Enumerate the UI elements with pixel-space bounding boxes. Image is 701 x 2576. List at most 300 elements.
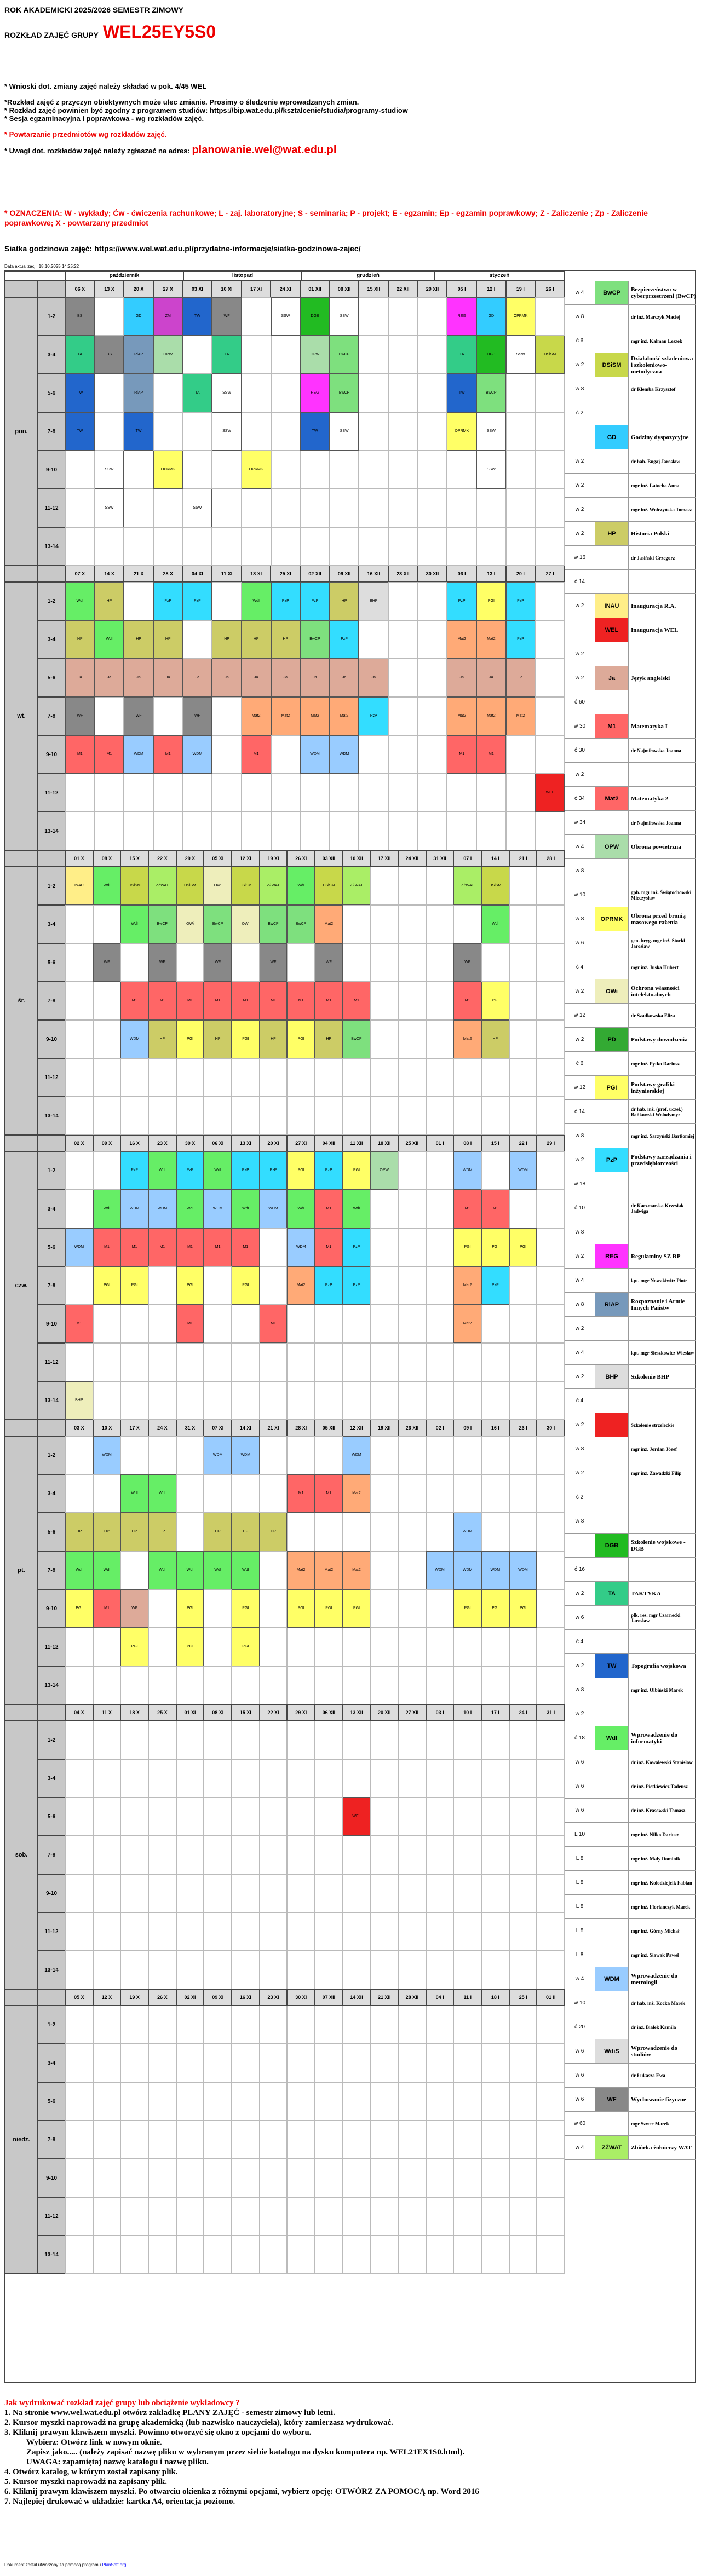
class-slot[interactable]: Mat2 — [287, 1551, 315, 1589]
class-slot[interactable]: Ja — [212, 659, 242, 697]
class-slot[interactable]: Ja — [476, 659, 506, 697]
class-slot[interactable]: WDM — [300, 735, 330, 774]
class-slot[interactable]: SSW — [476, 412, 506, 451]
class-slot[interactable]: PGI — [509, 1228, 537, 1266]
empty-slot — [93, 1721, 121, 1759]
class-slot[interactable]: DSiSM — [481, 867, 509, 905]
class-slot[interactable]: HP — [65, 1513, 93, 1551]
class-slot[interactable]: PzP — [506, 582, 536, 620]
class-slot[interactable]: WDM — [330, 735, 359, 774]
class-slot[interactable]: M1 — [476, 735, 506, 774]
class-slot[interactable]: DSiSM — [120, 867, 148, 905]
class-slot[interactable]: HP — [204, 1513, 232, 1551]
class-slot[interactable]: PzP — [232, 1151, 260, 1190]
class-slot[interactable]: WDM — [93, 1436, 121, 1474]
class-slot[interactable]: M1 — [447, 735, 476, 774]
class-slot[interactable]: Mat2 — [476, 620, 506, 659]
date-header: 29 XII — [418, 281, 447, 297]
class-slot[interactable]: BwCP — [343, 1020, 371, 1058]
class-slot[interactable]: WDM — [120, 1020, 148, 1058]
date-header: 06 XI — [204, 1135, 232, 1151]
class-slot[interactable]: HP — [65, 620, 95, 659]
class-slot[interactable]: REG — [300, 374, 330, 412]
class-slot[interactable]: SSW — [212, 412, 242, 451]
class-slot[interactable]: PGI — [232, 1020, 260, 1058]
class-slot[interactable]: M1 — [315, 1228, 343, 1266]
empty-slot — [260, 1343, 288, 1381]
class-slot[interactable]: INAU — [65, 867, 93, 905]
class-slot[interactable]: WDM — [232, 1436, 260, 1474]
class-slot[interactable]: DGB — [300, 297, 330, 336]
generator-link[interactable]: PlanSoft.org — [102, 2562, 127, 2567]
class-slot[interactable]: PGI — [287, 1151, 315, 1190]
class-slot[interactable]: WdI — [95, 620, 124, 659]
date-header: 08 X — [93, 850, 121, 867]
class-slot[interactable]: HP — [330, 582, 359, 620]
class-slot[interactable]: HP — [242, 620, 271, 659]
class-slot[interactable]: WF — [260, 943, 288, 982]
class-slot[interactable]: Mat2 — [315, 1551, 343, 1589]
class-slot[interactable]: Ja — [124, 659, 153, 697]
class-slot[interactable]: WDM — [183, 735, 212, 774]
class-slot[interactable]: DSiSM — [176, 867, 204, 905]
class-slot[interactable]: M1 — [453, 982, 481, 1020]
class-slot[interactable]: PzP — [300, 582, 330, 620]
empty-slot — [315, 1721, 343, 1759]
empty-slot — [537, 2159, 565, 2197]
empty-slot — [370, 2006, 398, 2044]
class-slot[interactable]: Ja — [447, 659, 476, 697]
class-slot[interactable]: Mat2 — [447, 697, 476, 735]
class-slot[interactable]: TA — [212, 336, 242, 374]
class-slot[interactable]: PzP — [330, 620, 359, 659]
empty-slot — [315, 1436, 343, 1474]
empty-slot — [65, 489, 95, 527]
subject-hours — [565, 618, 595, 642]
class-slot[interactable]: PzP — [176, 1151, 204, 1190]
class-slot[interactable]: M1 — [232, 1228, 260, 1266]
class-slot[interactable]: DSiSM — [232, 867, 260, 905]
class-slot[interactable]: HP — [95, 582, 124, 620]
class-slot[interactable]: M1 — [148, 1228, 176, 1266]
class-slot[interactable]: OWi — [204, 867, 232, 905]
class-slot[interactable]: WF — [120, 1589, 148, 1628]
class-slot[interactable]: HP — [271, 620, 301, 659]
class-slot[interactable]: TA — [65, 336, 95, 374]
class-slot[interactable]: WDM — [287, 1228, 315, 1266]
class-slot[interactable]: BHP — [359, 582, 388, 620]
class-slot[interactable]: WdI — [120, 905, 148, 943]
class-slot[interactable]: PzP — [343, 1228, 371, 1266]
class-slot[interactable]: M1 — [343, 982, 371, 1020]
class-slot[interactable]: Mat2 — [343, 1474, 371, 1513]
class-slot[interactable]: Ja — [65, 659, 95, 697]
class-slot[interactable]: WdI — [176, 1190, 204, 1228]
class-slot[interactable]: WDM — [426, 1551, 454, 1589]
class-slot[interactable]: OPRMK — [506, 297, 536, 336]
class-slot[interactable]: HP — [212, 620, 242, 659]
empty-slot — [120, 1058, 148, 1097]
empty-slot — [260, 1912, 288, 1951]
class-slot[interactable]: PGI — [65, 1589, 93, 1628]
class-slot[interactable]: Ja — [183, 659, 212, 697]
class-slot[interactable]: PGI — [509, 1589, 537, 1628]
empty-slot — [148, 1759, 176, 1797]
class-slot[interactable]: M1 — [204, 982, 232, 1020]
class-slot[interactable]: WDM — [148, 1190, 176, 1228]
class-slot[interactable]: PGI — [176, 1628, 204, 1666]
class-slot[interactable]: Ja — [153, 659, 183, 697]
class-slot[interactable]: ZŻWAT — [148, 867, 176, 905]
empty-slot — [447, 527, 476, 566]
class-slot[interactable]: SSW — [330, 412, 359, 451]
class-slot[interactable]: Ja — [506, 659, 536, 697]
class-slot[interactable]: M1 — [176, 1305, 204, 1343]
class-slot[interactable]: M1 — [260, 982, 288, 1020]
class-slot[interactable]: PGI — [453, 1589, 481, 1628]
date-header: 18 XII — [370, 1135, 398, 1151]
class-slot[interactable]: PGI — [343, 1151, 371, 1190]
class-slot[interactable]: BwCP — [476, 374, 506, 412]
class-slot[interactable]: SSW — [476, 451, 506, 489]
class-slot[interactable]: HP — [481, 1020, 509, 1058]
class-slot[interactable]: BS — [95, 336, 124, 374]
class-slot[interactable]: ZŻWAT — [260, 867, 288, 905]
subject-name: Szkolenie wojskowe - DGB — [631, 1538, 686, 1552]
class-slot[interactable]: PGI — [176, 1266, 204, 1305]
class-slot[interactable]: WdI — [176, 1551, 204, 1589]
class-slot[interactable]: PGI — [453, 1228, 481, 1266]
class-slot[interactable]: HP — [315, 1020, 343, 1058]
class-slot[interactable]: WDM — [260, 1190, 288, 1228]
empty-slot — [481, 1628, 509, 1666]
class-slot[interactable]: Mat2 — [271, 697, 301, 735]
class-slot[interactable]: BHP — [65, 1381, 93, 1420]
class-slot[interactable]: TA — [447, 336, 476, 374]
class-slot[interactable]: WDM — [453, 1151, 481, 1190]
class-slot[interactable]: DGB — [476, 336, 506, 374]
class-slot[interactable]: WF — [93, 943, 121, 982]
class-slot[interactable]: Ja — [359, 659, 388, 697]
class-slot[interactable]: ZŻWAT — [453, 867, 481, 905]
class-slot[interactable]: M1 — [93, 1589, 121, 1628]
class-slot[interactable]: PGI — [176, 1020, 204, 1058]
class-slot[interactable]: Ja — [242, 659, 271, 697]
class-slot[interactable]: WDM — [343, 1436, 371, 1474]
class-slot[interactable]: PGI — [232, 1266, 260, 1305]
class-slot[interactable]: HP — [232, 1513, 260, 1551]
class-slot[interactable]: M1 — [242, 735, 271, 774]
subject-row — [565, 281, 696, 305]
class-slot[interactable]: PzP — [153, 582, 183, 620]
class-slot[interactable]: HP — [120, 1513, 148, 1551]
class-slot[interactable]: PzP — [447, 582, 476, 620]
class-slot[interactable]: M1 — [120, 1228, 148, 1266]
class-slot[interactable]: PGI — [93, 1266, 121, 1305]
class-slot[interactable]: WF — [204, 943, 232, 982]
class-slot[interactable]: PzP — [120, 1151, 148, 1190]
class-slot[interactable]: WDM — [204, 1436, 232, 1474]
class-slot[interactable]: DSiSM — [315, 867, 343, 905]
class-slot[interactable]: TW — [300, 412, 330, 451]
class-slot[interactable]: Ja — [300, 659, 330, 697]
class-slot[interactable]: Mat2 — [506, 697, 536, 735]
class-slot[interactable]: ZM — [153, 297, 183, 336]
class-slot[interactable]: OWi — [176, 905, 204, 943]
hour-label: 1-2 — [38, 1151, 65, 1190]
class-slot[interactable]: WdI — [148, 1551, 176, 1589]
class-slot[interactable]: PGI — [120, 1266, 148, 1305]
empty-slot — [388, 374, 418, 412]
class-slot[interactable]: HP — [204, 1020, 232, 1058]
class-slot[interactable]: WF — [65, 697, 95, 735]
class-slot[interactable]: WdI — [287, 1190, 315, 1228]
class-slot[interactable]: PzP — [260, 1151, 288, 1190]
class-slot[interactable]: BwCP — [330, 374, 359, 412]
class-slot[interactable]: WdI — [93, 1551, 121, 1589]
class-slot[interactable]: WF — [453, 943, 481, 982]
empty-slot — [300, 812, 330, 850]
class-slot[interactable]: M1 — [95, 735, 124, 774]
class-slot[interactable]: BwCP — [260, 905, 288, 943]
class-slot[interactable]: WdI — [232, 1190, 260, 1228]
subject-row — [565, 1871, 696, 1895]
empty-slot — [315, 1628, 343, 1666]
class-slot[interactable]: BwCP — [287, 905, 315, 943]
class-slot[interactable]: PzP — [183, 582, 212, 620]
class-slot[interactable]: HP — [260, 1513, 288, 1551]
class-slot[interactable]: SSW — [330, 297, 359, 336]
empty-slot — [148, 1305, 176, 1343]
class-slot[interactable]: WdI — [93, 1190, 121, 1228]
class-slot[interactable]: RiAP — [124, 336, 153, 374]
class-slot[interactable]: BwCP — [204, 905, 232, 943]
contact-email[interactable]: planowanie.wel@wat.edu.pl — [192, 144, 337, 156]
class-slot[interactable]: BS — [65, 297, 95, 336]
class-slot[interactable]: WDM — [481, 1551, 509, 1589]
class-slot[interactable]: M1 — [315, 982, 343, 1020]
empty-slot — [183, 527, 212, 566]
class-slot[interactable]: PzP — [271, 582, 301, 620]
class-slot[interactable]: HP — [124, 620, 153, 659]
class-slot[interactable]: PGI — [315, 1589, 343, 1628]
class-slot[interactable]: M1 — [176, 1228, 204, 1266]
class-slot[interactable]: WDM — [453, 1513, 481, 1551]
class-slot[interactable]: M1 — [65, 1305, 93, 1343]
class-slot[interactable]: WF — [124, 697, 153, 735]
class-slot[interactable]: TA — [183, 374, 212, 412]
class-slot[interactable]: PGI — [481, 1228, 509, 1266]
class-slot[interactable]: WdI — [343, 1190, 371, 1228]
class-slot[interactable]: ZŻWAT — [343, 867, 371, 905]
class-slot[interactable]: M1 — [176, 982, 204, 1020]
class-slot[interactable]: M1 — [232, 982, 260, 1020]
class-slot[interactable]: M1 — [120, 982, 148, 1020]
subject-name: Podstawy grafiki inżynierskiej — [631, 1081, 675, 1094]
class-slot[interactable]: Mat2 — [476, 697, 506, 735]
class-slot[interactable]: HP — [148, 1020, 176, 1058]
class-slot[interactable]: WdI — [148, 1151, 176, 1190]
class-slot[interactable]: WdI — [204, 1151, 232, 1190]
class-slot[interactable]: WdI — [204, 1551, 232, 1589]
class-slot[interactable]: PGI — [120, 1628, 148, 1666]
class-slot[interactable]: WEL — [343, 1797, 371, 1836]
subject-row — [565, 1509, 696, 1534]
class-slot[interactable]: SSW — [212, 374, 242, 412]
class-slot[interactable]: PGI — [476, 582, 506, 620]
subject-hours: w 8 — [575, 1133, 584, 1139]
class-slot[interactable]: BwCP — [330, 336, 359, 374]
class-slot[interactable]: SSW — [183, 489, 212, 527]
class-slot[interactable]: TW — [65, 374, 95, 412]
class-slot[interactable]: TW — [124, 412, 153, 451]
class-slot[interactable]: PzP — [315, 1266, 343, 1305]
class-slot[interactable]: PzP — [359, 697, 388, 735]
class-slot[interactable]: PGI — [232, 1589, 260, 1628]
class-slot[interactable]: TW — [183, 297, 212, 336]
class-slot[interactable]: WdI — [65, 1551, 93, 1589]
class-slot[interactable]: Mat2 — [447, 620, 476, 659]
empty-slot — [120, 1797, 148, 1836]
class-slot[interactable]: WdI — [120, 1474, 148, 1513]
class-slot[interactable]: PGI — [287, 1589, 315, 1628]
class-slot[interactable]: WdI — [287, 867, 315, 905]
class-slot[interactable]: SSW — [271, 297, 301, 336]
class-slot[interactable]: PGI — [287, 1020, 315, 1058]
subject-name — [629, 1220, 696, 1244]
subject-code: HP — [595, 522, 629, 545]
class-slot[interactable]: Ja — [95, 659, 124, 697]
empty-slot — [65, 1951, 93, 1989]
class-slot[interactable]: OPW — [370, 1151, 398, 1190]
class-slot[interactable]: OWi — [232, 905, 260, 943]
subject-hours: w 8 — [575, 1518, 584, 1524]
class-slot[interactable]: Mat2 — [343, 1551, 371, 1589]
class-slot[interactable]: PGI — [481, 1589, 509, 1628]
class-slot[interactable]: DSiSM — [535, 336, 565, 374]
notes — [4, 82, 694, 155]
class-slot[interactable]: WdI — [148, 1474, 176, 1513]
class-slot[interactable]: WDM — [509, 1551, 537, 1589]
day-label: pt. — [5, 1436, 38, 1704]
class-slot[interactable]: PzP — [315, 1151, 343, 1190]
class-slot[interactable]: Mat2 — [330, 697, 359, 735]
class-slot[interactable]: WF — [148, 943, 176, 982]
class-slot[interactable]: M1 — [148, 982, 176, 1020]
class-slot[interactable]: Mat2 — [315, 905, 343, 943]
class-slot[interactable]: OPRMK — [242, 451, 271, 489]
empty-slot — [370, 1912, 398, 1951]
class-slot[interactable]: WEL — [535, 774, 565, 812]
class-slot[interactable]: Mat2 — [453, 1305, 481, 1343]
class-slot[interactable]: TW — [447, 374, 476, 412]
class-slot[interactable]: WDM — [453, 1551, 481, 1589]
class-slot[interactable]: WDM — [124, 735, 153, 774]
class-slot[interactable]: BwCP — [300, 620, 330, 659]
class-slot[interactable]: PzP — [506, 620, 536, 659]
class-slot[interactable]: RiAP — [124, 374, 153, 412]
class-slot[interactable]: WdI — [242, 582, 271, 620]
class-slot[interactable]: Mat2 — [300, 697, 330, 735]
class-slot[interactable]: Mat2 — [287, 1266, 315, 1305]
class-slot[interactable]: GD — [476, 297, 506, 336]
class-slot[interactable]: SSW — [95, 451, 124, 489]
class-slot[interactable]: WDM — [509, 1151, 537, 1190]
class-slot[interactable]: PzP — [343, 1266, 371, 1305]
empty-slot — [398, 943, 426, 982]
class-slot[interactable]: WdI — [481, 905, 509, 943]
class-slot[interactable]: M1 — [287, 1474, 315, 1513]
hour-label: 3-4 — [38, 1759, 65, 1797]
class-slot[interactable]: WF — [183, 697, 212, 735]
class-slot[interactable]: M1 — [204, 1228, 232, 1266]
class-slot[interactable]: WDM — [120, 1190, 148, 1228]
class-slot[interactable]: SSW — [95, 489, 124, 527]
class-slot[interactable]: M1 — [93, 1228, 121, 1266]
class-slot[interactable]: Ja — [271, 659, 301, 697]
class-slot[interactable]: WdI — [232, 1551, 260, 1589]
corner-cell — [5, 1704, 38, 1721]
class-slot[interactable]: REG — [447, 297, 476, 336]
class-slot[interactable]: PGI — [343, 1589, 371, 1628]
class-slot[interactable]: WDM — [204, 1190, 232, 1228]
class-slot[interactable]: OPRMK — [447, 412, 476, 451]
empty-slot — [359, 527, 388, 566]
class-slot[interactable]: PGI — [176, 1589, 204, 1628]
class-slot[interactable]: PGI — [232, 1628, 260, 1666]
class-slot[interactable]: GD — [124, 297, 153, 336]
class-slot[interactable]: OPW — [153, 336, 183, 374]
class-slot[interactable]: WdI — [65, 582, 95, 620]
class-slot[interactable]: WdI — [93, 867, 121, 905]
class-slot[interactable]: M1 — [260, 1305, 288, 1343]
class-slot[interactable]: M1 — [315, 1190, 343, 1228]
class-slot[interactable]: Mat2 — [453, 1020, 481, 1058]
class-slot[interactable]: WF — [315, 943, 343, 982]
date-header: 24 X — [148, 1420, 176, 1436]
class-slot[interactable]: HP — [148, 1513, 176, 1551]
class-slot[interactable]: WF — [212, 297, 242, 336]
subject-hours: w 60 — [573, 2120, 586, 2127]
empty-slot — [176, 1474, 204, 1513]
class-slot[interactable]: WDM — [65, 1228, 93, 1266]
class-slot[interactable]: TW — [65, 412, 95, 451]
class-slot[interactable]: M1 — [65, 735, 95, 774]
class-slot[interactable]: OPW — [300, 336, 330, 374]
class-slot[interactable]: Mat2 — [242, 697, 271, 735]
class-slot[interactable]: M1 — [153, 735, 183, 774]
class-slot[interactable]: M1 — [453, 1190, 481, 1228]
class-slot[interactable]: SSW — [506, 336, 536, 374]
class-slot[interactable]: Mat2 — [453, 1266, 481, 1305]
class-slot[interactable]: OPRMK — [153, 451, 183, 489]
class-slot[interactable]: HP — [260, 1020, 288, 1058]
class-slot[interactable]: M1 — [315, 1474, 343, 1513]
class-slot[interactable]: HP — [93, 1513, 121, 1551]
class-slot[interactable]: BwCP — [148, 905, 176, 943]
class-slot[interactable]: HP — [153, 620, 183, 659]
empty-slot — [148, 1912, 176, 1951]
class-slot[interactable]: M1 — [287, 982, 315, 1020]
class-slot[interactable]: M1 — [481, 1190, 509, 1228]
class-slot[interactable]: Ja — [330, 659, 359, 697]
class-slot[interactable]: PGI — [481, 982, 509, 1020]
subject-row — [565, 1654, 696, 1678]
date-header: 27 X — [153, 281, 183, 297]
empty-slot — [232, 2159, 260, 2197]
class-slot[interactable]: PzP — [481, 1266, 509, 1305]
time-grid-link[interactable]: Siatka godzinowa zajęć: https://www.wel.wat.edu.pl/przydatne-informacje/siatka-godzinowa-zajec/ — [4, 244, 361, 253]
